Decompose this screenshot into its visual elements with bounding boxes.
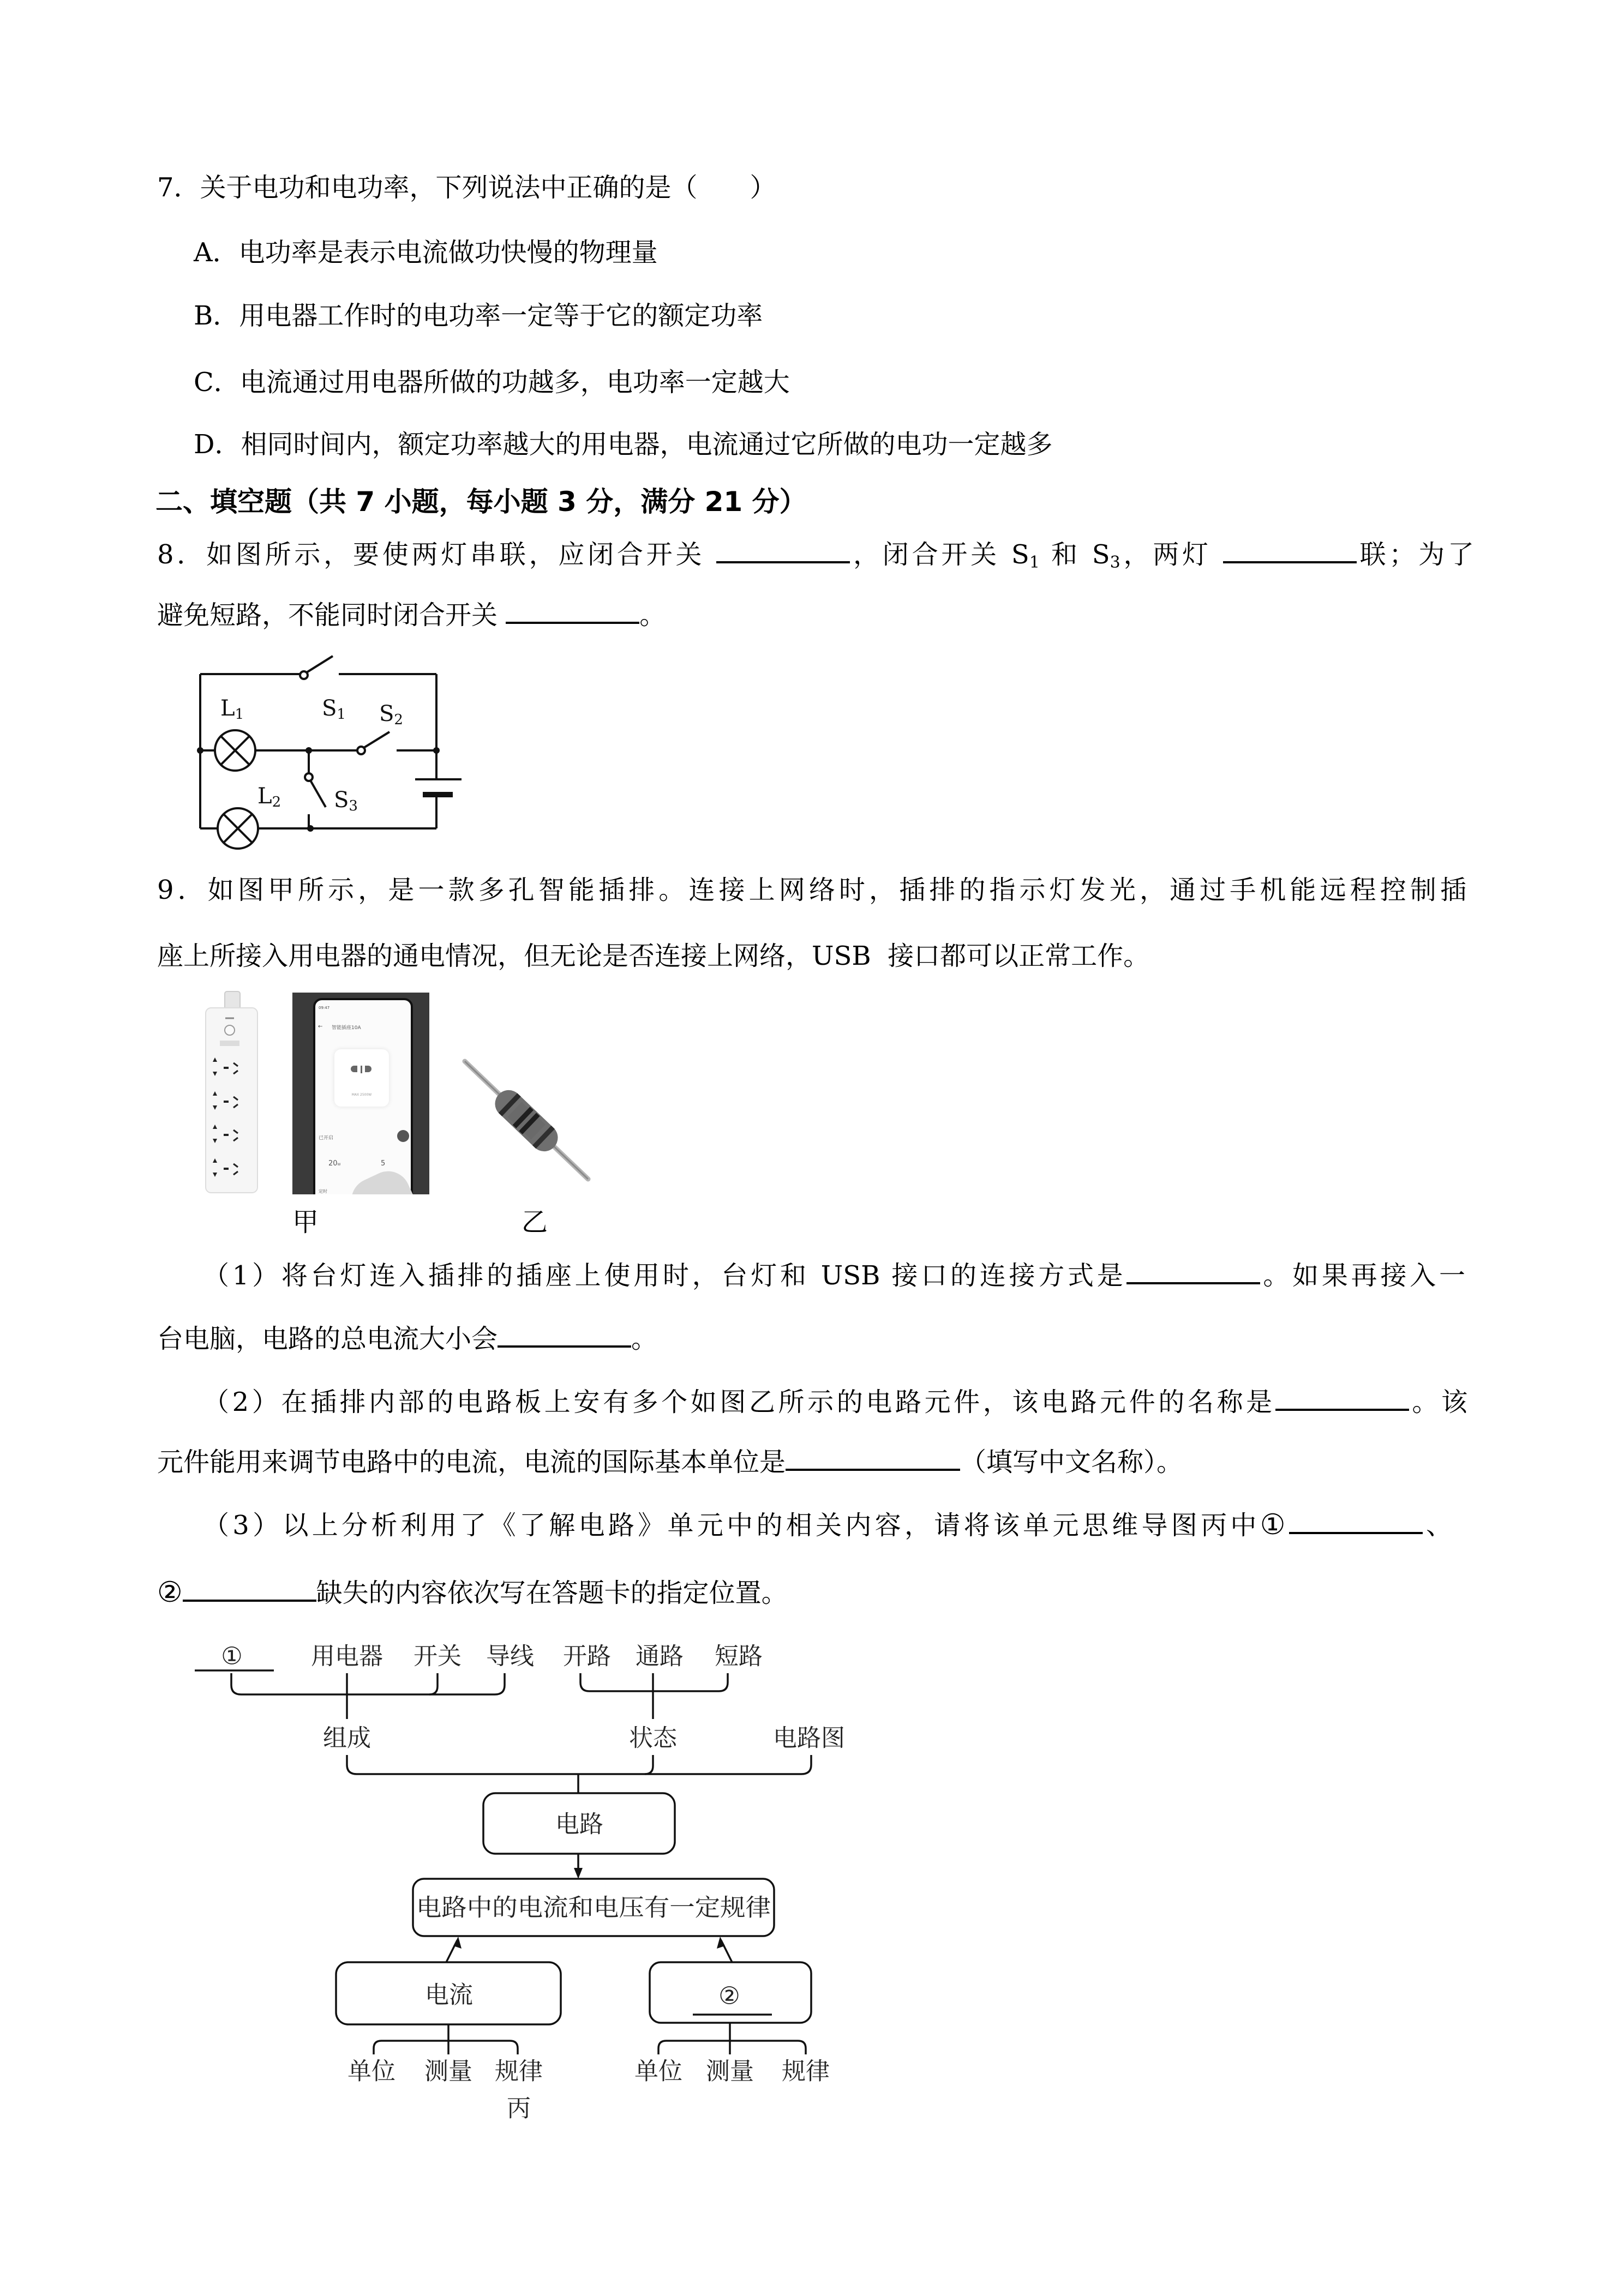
- circled-number-1: ①: [1260, 1508, 1289, 1541]
- sub2-text: 。该: [1409, 1387, 1467, 1417]
- q9-sub1-line2: [157, 1320, 657, 1355]
- q7-stem: 7．关于电功和电功率，下列说法中正确的是（ ）: [157, 172, 776, 203]
- switch-s1-lever: [307, 656, 333, 672]
- option-text: 电流通过用电器所做的功越多，电功率一定越大: [239, 367, 790, 398]
- q8-text: 8．如图所示，要使两灯串联，应闭合开关: [157, 539, 717, 570]
- status-on: 已开启: [319, 1135, 334, 1141]
- sub1-text: 。如果再接入一: [1260, 1260, 1465, 1291]
- timer-label: 定时: [319, 1189, 327, 1194]
- q8-line2: [157, 597, 666, 632]
- mindmap-blank2: ②: [718, 1982, 740, 2010]
- node-current-law: 规律: [495, 2057, 543, 2085]
- device-title: 智能插座10A: [332, 1025, 361, 1031]
- option-text: 用电器工作时的电功率一定等于它的额定功率: [239, 300, 763, 331]
- q9-intro-line2: 座上所接入用电器的通电情况，但无论是否连接上网络，USB 接口都可以正常工作。: [157, 941, 1150, 971]
- q7-option-d[interactable]: [194, 427, 1053, 462]
- switch-s2-pivot: [357, 747, 365, 754]
- sub1-blank-current[interactable]: [498, 1320, 631, 1348]
- junction-dots: [197, 747, 440, 832]
- strip-body: [206, 1008, 257, 1193]
- label-s3: S3: [334, 788, 358, 814]
- node-short-circuit: 短路: [715, 1642, 763, 1670]
- option-label: B．: [194, 300, 239, 331]
- power-unit: W: [337, 1163, 341, 1167]
- sub3-blank-1[interactable]: [1289, 1507, 1423, 1534]
- label-s1: S1: [322, 696, 346, 723]
- option-label: A．: [194, 237, 239, 268]
- node-appliance: 用电器: [311, 1642, 383, 1670]
- option-text: 电功率是表示电流做功快慢的物理量: [238, 237, 658, 268]
- q9-sub3-line1: [203, 1507, 1452, 1542]
- q8-text: 。: [639, 600, 666, 630]
- sub3-text: （3）以上分析利用了《了解电路》单元中的相关内容，请将该单元思维导图丙中: [203, 1510, 1260, 1541]
- node-current-measure: 测量: [424, 2057, 472, 2085]
- q8-blank-3[interactable]: [506, 597, 639, 624]
- sub1-text: 台电脑，电路的总电流大小会: [157, 1324, 498, 1354]
- q9-intro-line1: 9．如图甲所示，是一款多孔智能插排。连接上网络时，插排的指示灯发光，通过手机能远程控制插: [157, 875, 1466, 905]
- plug-cord: [225, 991, 240, 1010]
- node-switch: 开关: [414, 1642, 462, 1670]
- circuit-diagram: [180, 638, 486, 867]
- switch-s3-lever: [310, 780, 326, 807]
- node-root: 电路: [555, 1810, 603, 1838]
- circled-number-2: ②: [157, 1576, 183, 1609]
- node-closed-circuit: 通路: [636, 1642, 684, 1670]
- finger: [344, 1164, 417, 1194]
- q9-sub1-line1: [203, 1257, 1465, 1292]
- node-law: 电路中的电流和电压有一定规律: [416, 1894, 771, 1922]
- node-state: 状态: [629, 1724, 677, 1752]
- node-composition: 组成: [323, 1724, 371, 1752]
- resistor-body: [489, 1085, 564, 1157]
- option-label: D．: [194, 429, 241, 460]
- label-l2: L2: [257, 784, 281, 810]
- q8-blank-2[interactable]: [1223, 536, 1357, 563]
- sub2-text: （填写中文名称）。: [960, 1447, 1183, 1477]
- q8-text: ，闭合开关 S: [850, 539, 1029, 570]
- q9-sub3-line2: [157, 1574, 788, 1609]
- sub2-text: 元件能用来调节电路中的电流，电流的国际基本单位是: [157, 1447, 786, 1477]
- switch-s2-lever: [364, 732, 389, 748]
- q7-option-a[interactable]: [194, 235, 658, 270]
- node-wire: 导线: [486, 1642, 534, 1670]
- label-l1: L1: [220, 696, 244, 723]
- mind-map: [180, 1631, 867, 2132]
- q7-option-b[interactable]: [194, 298, 763, 333]
- bracket-tick: [429, 1673, 438, 1694]
- subscript: 1: [1029, 553, 1040, 571]
- sub3-blank-2[interactable]: [183, 1574, 316, 1602]
- sub2-blank-unit[interactable]: [786, 1444, 960, 1471]
- q8-text: 避免短路，不能同时闭合开关: [157, 600, 506, 630]
- figure-label-yi: 乙: [521, 1207, 548, 1237]
- node-circuit-diagram: 电路图: [773, 1724, 845, 1752]
- q8-text: 联；为了: [1356, 539, 1474, 570]
- switch-s1-pivot: [300, 671, 308, 679]
- node-blank2-unit: 单位: [634, 2057, 682, 2085]
- node-open-circuit: 开路: [563, 1642, 611, 1670]
- bracket-blank2-children: [658, 2041, 806, 2054]
- section-heading: 二、填空题（共 7 小题，每小题 3 分，满分 21 分）: [155, 486, 807, 518]
- bracket-components: [231, 1673, 505, 1694]
- phone-app-photo: [292, 993, 429, 1194]
- option-text: 相同时间内，额定功率越大的用电器，电流通过它所做的电功一定越多: [241, 429, 1053, 460]
- power-toggle-icon[interactable]: [397, 1130, 409, 1142]
- option-label: C．: [194, 367, 240, 398]
- sub3-text: 、: [1422, 1510, 1452, 1541]
- q8-text: ，两灯: [1120, 539, 1223, 570]
- switch-s3-pivot: [305, 773, 313, 781]
- sub1-blank-connection[interactable]: [1126, 1257, 1260, 1284]
- node-blank2-measure: 测量: [706, 2057, 754, 2085]
- phone-screen: [313, 998, 413, 1194]
- figure-label-bing: 丙: [507, 2094, 531, 2123]
- label-s2: S2: [379, 701, 403, 728]
- socket-card: [334, 1049, 389, 1107]
- sub2-text: （2）在插排内部的电路板上安有多个如图乙所示的电路元件，该电路元件的名称是: [203, 1387, 1275, 1417]
- q9-sub2-line1: [203, 1384, 1467, 1419]
- power-value: 20: [328, 1159, 338, 1168]
- q7-option-c[interactable]: [194, 365, 790, 400]
- back-arrow-icon: ←: [318, 1024, 323, 1030]
- lamp-l2: [218, 808, 258, 849]
- subscript: 3: [1110, 553, 1120, 571]
- q9-sub2-line2: [157, 1444, 1183, 1478]
- resistor-photo: [458, 1053, 600, 1189]
- power-button-icon: [225, 1025, 235, 1035]
- status-time: 09:47: [319, 1006, 330, 1010]
- q8-text: 和 S: [1039, 539, 1110, 570]
- usb-port: [220, 1041, 239, 1046]
- sub2-blank-component[interactable]: [1275, 1384, 1409, 1411]
- q8-line1: [157, 536, 1474, 571]
- bracket-tick: [645, 1755, 653, 1774]
- q8-blank-1[interactable]: [716, 536, 850, 563]
- max-power: MAX 2500W: [351, 1093, 372, 1097]
- node-blank2-law: 规律: [782, 2057, 830, 2085]
- bracket-current-children: [374, 2041, 518, 2054]
- mindmap-blank1: ①: [221, 1642, 243, 1670]
- lamp-l1: [215, 730, 255, 771]
- power-reading: [328, 1159, 340, 1168]
- node-current: 电流: [425, 1981, 473, 2009]
- count-reading: 5: [381, 1159, 386, 1168]
- power-strip-photo: [202, 990, 262, 1197]
- sub1-text: 。: [631, 1324, 658, 1354]
- bracket-states: [580, 1673, 728, 1691]
- sub1-text: （1）将台灯连入插排的插座上使用时，台灯和 USB 接口的连接方式是: [203, 1260, 1126, 1291]
- sub3-text: 缺失的内容依次写在答题卡的指定位置。: [316, 1578, 788, 1608]
- bracket-branches: [347, 1755, 811, 1774]
- figure-label-jia: 甲: [292, 1207, 319, 1237]
- node-current-unit: 单位: [347, 2057, 395, 2085]
